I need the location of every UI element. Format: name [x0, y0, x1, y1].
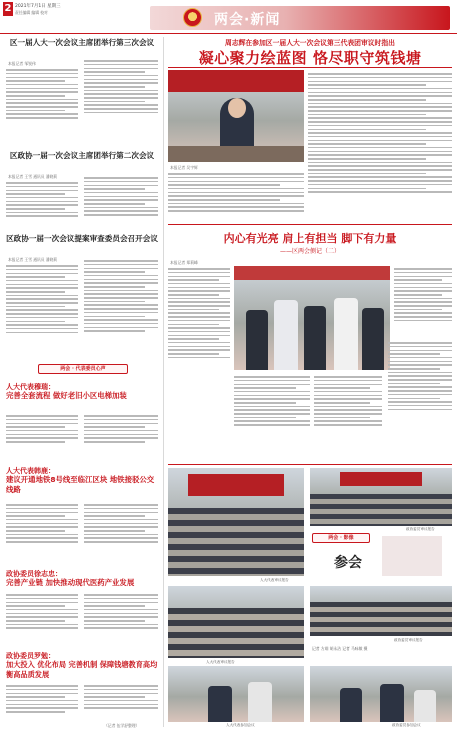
- gallery-photo-6: [310, 666, 452, 722]
- rep3-label: 政协委员徐志忠：: [6, 570, 62, 578]
- rep1-body: [6, 413, 78, 445]
- gallery-photo-3: [168, 586, 304, 658]
- feature-body: [388, 340, 452, 412]
- lead-kicker: 周志辉在参加区一届人大一次会议第三代表团审议时指出: [225, 39, 395, 47]
- feature-body: [394, 266, 452, 324]
- feature-body: [168, 266, 230, 360]
- page-number: 2: [4, 3, 12, 14]
- article2-byline: 本报记者 王雪 通讯员 潘晓莉: [8, 174, 58, 179]
- gallery-photo-4: [310, 586, 452, 636]
- header-editors: 责任编辑 编辑 校对: [15, 10, 48, 15]
- gallery-caption-3: 人大代表审议报告: [206, 660, 235, 664]
- article1-byline: 本报记者 邹锐伟: [8, 61, 36, 66]
- lead-byline: 本报记者 吴宇辉: [170, 165, 198, 170]
- rep3-body: [84, 592, 158, 631]
- gallery-photo-2: [310, 468, 452, 526]
- lead-headline: 凝心聚力绘蓝图 恪尽职守筑钱塘: [198, 49, 422, 67]
- article2-body: [84, 175, 158, 218]
- photo-tag: 两会 · 影像: [312, 533, 370, 543]
- gallery-caption-1: 人大代表审议报告: [260, 578, 289, 582]
- gallery-caption-5: 人大代表参加会议: [226, 723, 255, 727]
- rep2-body: [6, 502, 78, 545]
- lead-photo: [168, 70, 304, 162]
- rep1-label: 人大代表穆瑞：: [6, 383, 55, 391]
- footer-note: （记者 伍学舒整理）: [104, 723, 140, 728]
- feature-body: [234, 374, 310, 428]
- rep3-body: [6, 592, 78, 631]
- rep2-body: [84, 502, 158, 545]
- article1-body: [6, 67, 78, 121]
- gallery-credit: 记者 方翊 胡永洁 记者 马咏敏 摄: [312, 646, 368, 651]
- lead-body: [308, 71, 452, 195]
- rep4-body: [84, 683, 158, 711]
- article3-body: [84, 258, 158, 334]
- rep4-headline: 加大投入 优化布局 完善机制 保障钱塘教育高均衡高品质发展: [6, 660, 158, 679]
- article2-headline: 区政协一届一次会议主席团举行第二次会议: [9, 151, 155, 160]
- gallery-caption-4: 政协委员审议报告: [394, 638, 423, 642]
- rep2-label: 人大代表韩鹿：: [6, 467, 55, 475]
- rep4-label: 政协委员罗勉：: [6, 652, 55, 660]
- header-date: 2021年7月1日 星期三: [15, 4, 61, 9]
- article2-body: [6, 180, 78, 219]
- gallery-caption-2: 政协委员审议报告: [406, 527, 435, 531]
- gallery-rule: [168, 464, 452, 465]
- rep3-headline: 完善产业链 加快推动现代医药产业发展: [6, 578, 135, 587]
- emblem-icon: [183, 8, 202, 27]
- rep1-headline: 完善全套流程 做好老旧小区电梯加装: [6, 391, 127, 400]
- lead-body: [168, 171, 304, 214]
- article1-headline: 区一届人大一次会议主席团举行第三次会议: [9, 38, 155, 47]
- gallery-title: 参会: [334, 555, 362, 571]
- gallery-photo-1: [168, 468, 304, 576]
- rep4-body: [6, 683, 78, 715]
- feature-byline: 本报记者 郑莉峰: [170, 260, 198, 265]
- feature-photo: [234, 266, 390, 370]
- lead-rule: [168, 67, 452, 68]
- feature-subhead: ——区两会侧记（二）: [279, 248, 340, 255]
- header-rule: [0, 33, 457, 34]
- column-divider: [163, 37, 164, 727]
- article3-headline: 区政协一届一次会议提案审查委员会召开会议: [6, 234, 158, 243]
- article3-byline: 本报记者 王雪 通讯员 潘晓莉: [8, 257, 58, 262]
- gallery-photo-5: [168, 666, 304, 722]
- feature-body: [314, 374, 382, 428]
- gallery-caption-6: 政协委员参加会议: [392, 723, 421, 727]
- section-title: 两会·新闻: [214, 12, 281, 28]
- section-tag: 两会 · 代表委员心声: [38, 364, 128, 374]
- article3-body: [6, 263, 78, 335]
- feature-rule: [168, 224, 452, 225]
- rep2-headline: 建议开通地铁8号线至临江区块 地铁接驳公交线路: [6, 475, 155, 494]
- photo-tag-decoration: [382, 536, 442, 576]
- rep1-body: [84, 413, 158, 445]
- feature-headline: 内心有光亮 肩上有担当 脚下有力量: [223, 232, 397, 245]
- article1-body: [84, 58, 158, 116]
